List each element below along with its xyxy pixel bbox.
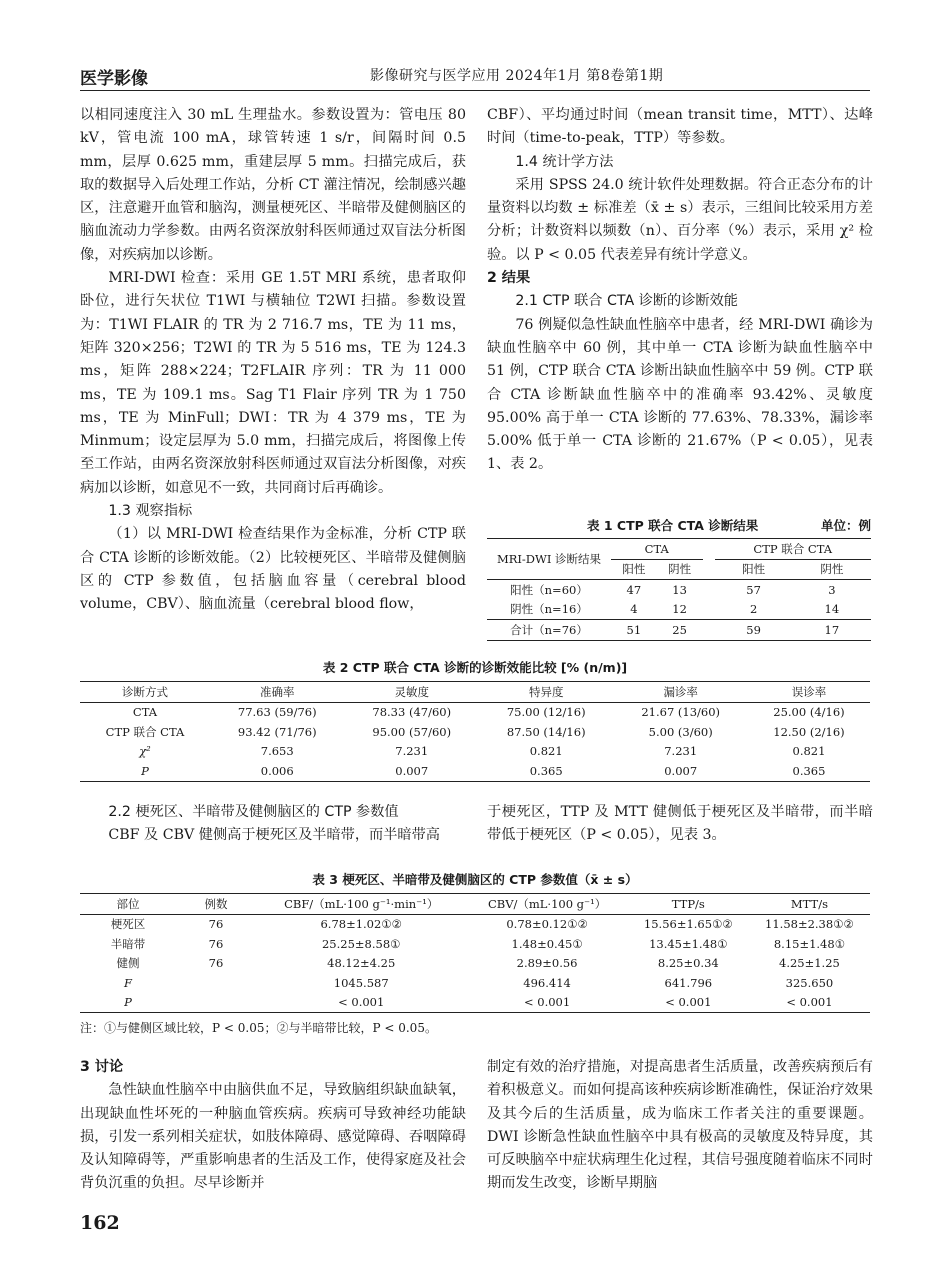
table-caption: 表 1 CTP 联合 CTA 诊断结果	[587, 518, 759, 533]
table-3	[80, 870, 870, 1036]
paragraph: 急性缺血性脑卒中由脑供血不足，导致脑组织缺血缺氧，出现缺血性坏死的一种脑血管疾病。疾病可导致神经功能缺损，引发一系列相关症状，如肢体障碍、感觉障碍、吞咽障碍及认知障碍等，严重影响患者的生活及工作，使得家庭及社会背负沉重的负担。尽早诊断并	[80, 1082, 466, 1192]
left-column-discussion	[80, 1056, 466, 1196]
table-subheader: 阳性	[611, 559, 657, 580]
page-number: 162	[80, 1212, 120, 1234]
journal-citation: 影像研究与医学应用 2024年1月 第8卷第1期	[370, 68, 664, 84]
table-row: P 0.006 0.007 0.365 0.007 0.365	[141, 763, 826, 778]
paragraph: 76 例疑似急性缺血性脑卒中患者，经 MRI-DWI 确诊为缺血性脑卒中 60 例，其中单一 CTA 诊断为缺血性脑卒中 51 例，CTP 联合 CTA 诊断出缺血性脑卒中 59 例。CTP 联合 CTA 诊断缺血性脑卒中的准确率 93.42%、灵敏度 95.00% 高于单一 CTA 诊断的 77.63%、78.33%，漏诊率 5.00% 低于单一 CTA 诊断的 21.67%（P < 0.05），见表 1、表 2。	[487, 316, 873, 473]
section-heading: 1.4 统计学方法	[515, 153, 614, 170]
table-header-row: 部位 例数 CBF/（mL·100 g⁻¹·min⁻¹） CBV/（mL·100 g⁻¹） TTP/s MTT/s	[80, 894, 870, 915]
table-caption: 表 2 CTP 联合 CTA 诊断的诊断效能比较 [% (n/m)]	[322, 660, 628, 675]
table-subheader: 阴性	[793, 559, 871, 580]
right-column-discussion	[487, 1056, 873, 1196]
table-row: CTA 77.63 (59/76) 78.33 (47/60) 75.00 (12/16) 21.67 (13/60) 25.00 (4/16)	[132, 705, 845, 720]
table-row: 合计（n=76） 51 25 59 17	[510, 622, 840, 637]
right-column-mid	[487, 801, 873, 848]
paragraph: CBF 及 CBV 健侧高于梗死区及半暗带，而半暗带高	[108, 827, 440, 844]
table-group-header: CTA	[611, 539, 703, 560]
table-header-cell: MRI-DWI 诊断结果	[487, 539, 611, 580]
table-row: χ² 7.653 7.231 0.821 7.231 0.821	[139, 744, 826, 759]
paragraph: （1）以 MRI-DWI 检查结果作为金标准，分析 CTP 联合 CTA 诊断的诊断效能。（2）比较梗死区、半暗带及健侧脑区的 CTP 参数值，包括脑血容量（cerebral blood volume，CBV）、脑血流量（cerebral blood flow，	[80, 526, 466, 613]
table-row: 梗死区 76 6.78±1.02①② 0.78±0.12①② 15.56±1.65①② 11.58±2.38①②	[110, 917, 854, 932]
table-row: CTP 联合 CTA 93.42 (71/76) 95.00 (57/60) 87.50 (14/16) 5.00 (3/60) 12.50 (2/16)	[105, 724, 845, 739]
table-2	[80, 658, 870, 782]
paragraph: MRI-DWI 检查：采用 GE 1.5T MRI 系统，患者取仰卧位，进行矢状位 T1WI 与横轴位 T2WI 扫描。参数设置为：T1WI FLAIR 的 TR 为 2 716.7 ms，TE 为 11 ms，矩阵 320×256；T2WI 的 TR 为 5 516 ms，TE 为 124.3 ms，矩阵 288×224；T2FLAIR 序列：TR 为 11 000 ms，TE 为 109.1 ms。Sag T1 Flair 序列 TR 为 1 750 ms，TE 为 MinFull；DWI：TR 为 4 379 ms，TE 为 Minmum；设定层厚为 5.0 mm，扫描完成后，将图像上传至工作站，由两名资深放射科医师通过双盲法分析图像，对疾病加以诊断，如意见不一致，共同商讨后再确诊。	[80, 270, 466, 496]
paragraph: 于梗死区，TTP 及 MTT 健侧低于梗死区及半暗带，而半暗带低于梗死区（P < 0.05），见表 3。	[487, 804, 873, 844]
section-heading: 1.3 观察指标	[108, 503, 193, 520]
table-row: 阴性（n=16） 4 12 2 14	[487, 600, 871, 620]
table-row: 半暗带 76 25.25±8.58① 1.48±0.45① 13.45±1.48① 8.15±1.48①	[110, 936, 845, 951]
table-row: P < 0.001 < 0.001 < 0.001 < 0.001	[124, 995, 833, 1010]
left-column-top	[80, 104, 466, 617]
table-row: F 1045.587 496.414 641.796 325.650	[124, 975, 834, 990]
section-heading: 2 结果	[487, 270, 531, 287]
table-subheader: 阴性	[657, 559, 703, 580]
table-subheader: 阳性	[715, 559, 793, 580]
paragraph: 采用 SPSS 24.0 统计软件处理数据。符合正态分布的计量资料以均数 ± 标准差（x̄ ± s）表示，三组间比较采用方差分析；计数资料以频数（n）、百分率（%）表示，采用 χ² 检验。以 P < 0.05 代表差异有统计学意义。	[487, 176, 873, 263]
left-column-mid	[80, 801, 466, 848]
running-header	[80, 60, 870, 91]
table-header-row: 诊断方式 准确率 灵敏度 特异度 漏诊率 误诊率	[80, 682, 870, 703]
section-heading: 2.1 CTP 联合 CTA 诊断的诊断效能	[515, 293, 738, 310]
journal-section: 医学影像	[80, 69, 148, 89]
paragraph: 以相同速度注入 30 mL 生理盐水。参数设置为：管电压 80 kV，管电流 100 mA，球管转速 1 s/r，间隔时间 0.5 mm，层厚 0.625 mm，重建层厚 5 mm。扫描完成后，获取的数据导入后处理工作站，分析 CT 灌注情况，绘制感兴趣区，注意避开血管和脑沟，测量梗死区、半暗带及健侧脑区的脑血流动力学参数。由两名资深放射科医师通过双盲法分析图像，对疾病加以诊断。	[80, 107, 466, 263]
section-heading: 2.2 梗死区、半暗带及健侧脑区的 CTP 参数值	[108, 804, 399, 820]
table-row: 阳性（n=60） 47 13 57 3	[510, 582, 836, 597]
section-heading: 3 讨论	[80, 1059, 124, 1075]
table-unit: 单位：例	[820, 518, 871, 533]
table-group-header: CTP 联合 CTA	[715, 539, 872, 560]
table-caption: 表 3 梗死区、半暗带及健侧脑区的 CTP 参数值（x̄ ± s）	[312, 872, 638, 887]
paragraph: 制定有效的治疗措施，对提高患者生活质量，改善疾病预后有着积极意义。而如何提高该种疾病诊断准确性，保证治疗效果及其今后的生活质量，成为临床工作者关注的重要课题。DWI 诊断急性缺血性脑卒中具有极高的灵敏度及特异度，其可反映脑卒中症状病理生化过程，其信号强度随着临床不同时期而发生改变，诊断早期脑	[487, 1059, 873, 1192]
paragraph: CBF）、平均通过时间（mean transit time，MTT）、达峰时间（time-to-peak，TTP）等参数。	[487, 107, 873, 147]
table-row: 健侧 76 48.12±4.25 2.89±0.56 8.25±0.34 4.25±1.25	[116, 956, 840, 971]
right-column-top	[487, 104, 873, 477]
table-note: 注：①与健侧区域比较，P < 0.05；②与半暗带比较，P < 0.05。	[80, 1021, 437, 1035]
table-1	[487, 516, 871, 641]
